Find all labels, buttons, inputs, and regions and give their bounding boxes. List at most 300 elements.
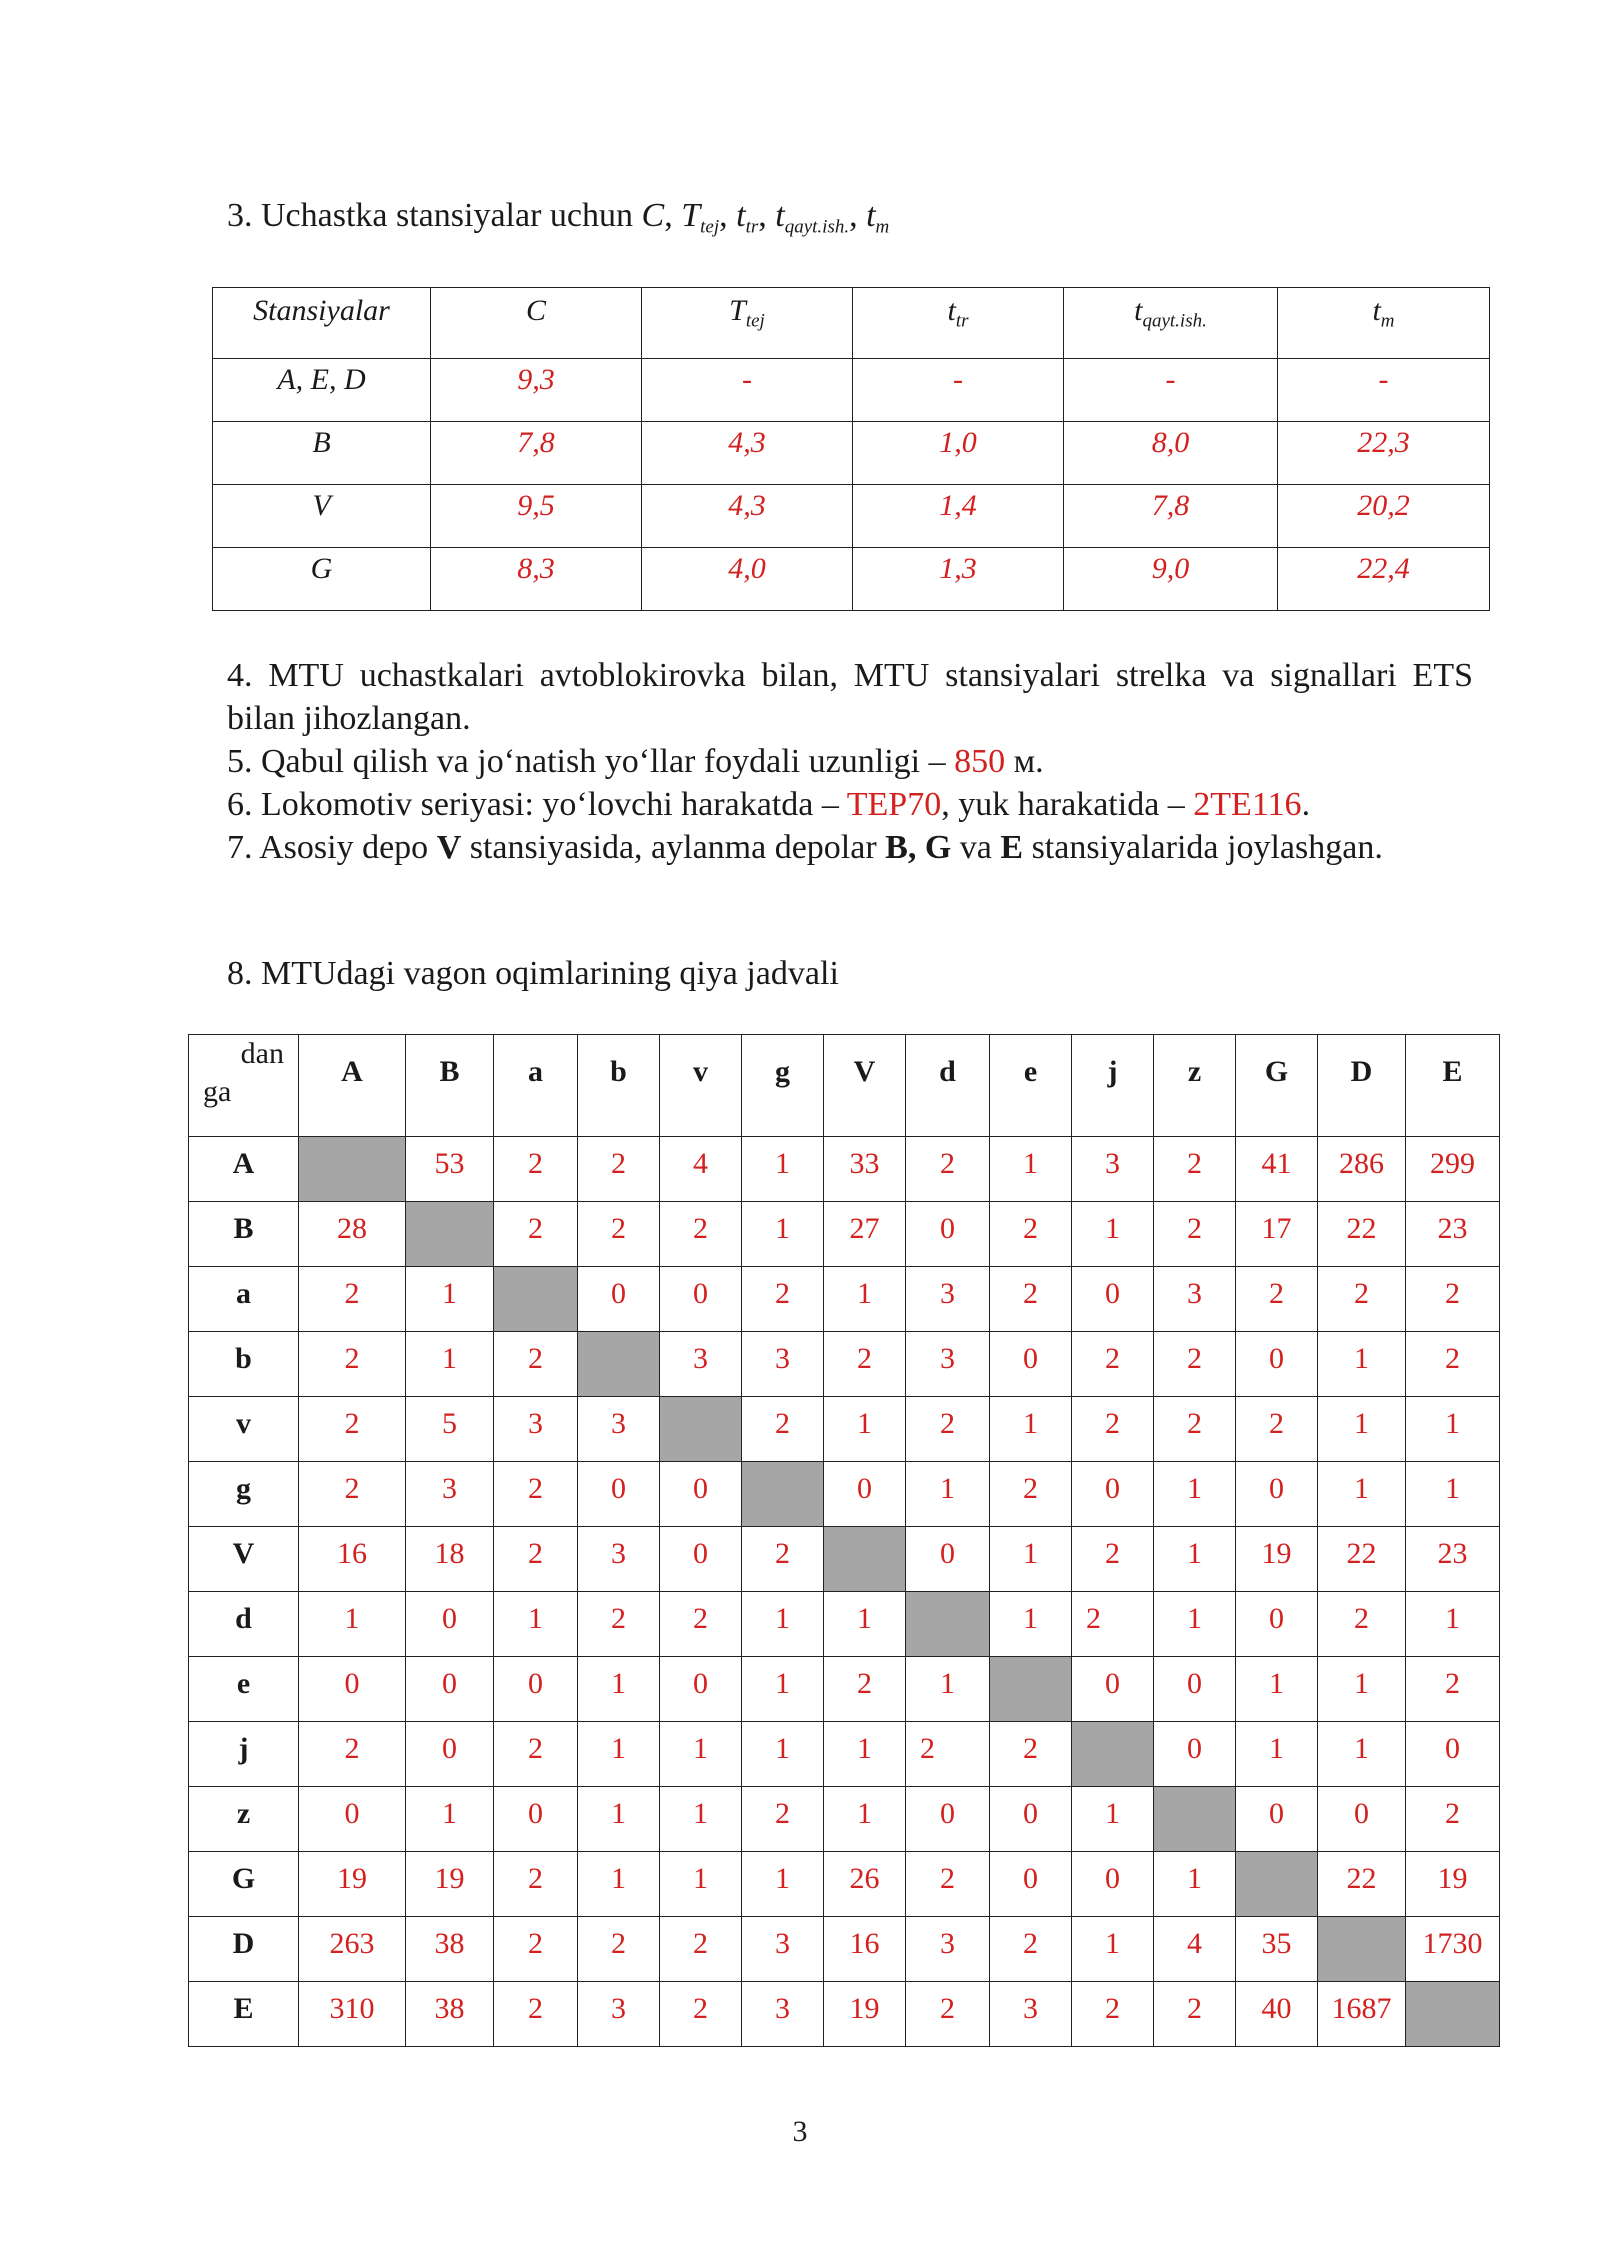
column-header: E (1406, 1035, 1500, 1137)
row-header: E (189, 1982, 299, 2047)
row-header: B (189, 1202, 299, 1267)
flow-value-cell: 5 (406, 1397, 494, 1462)
column-header: b (578, 1035, 660, 1137)
row-header: A (189, 1137, 299, 1202)
wagon-flow-table (188, 1034, 1500, 2047)
station-value-cell: - (1064, 359, 1278, 422)
flow-value-cell: 1 (742, 1137, 824, 1202)
flow-value-cell: 53 (406, 1137, 494, 1202)
flow-value-cell: 19 (824, 1982, 906, 2047)
flow-value-cell: 2 (990, 1267, 1072, 1332)
station-value-cell: - (1278, 359, 1490, 422)
flow-value-cell: 2 (1072, 1527, 1154, 1592)
header-t-tej (642, 288, 853, 359)
flow-value-cell: 2 (494, 1527, 578, 1592)
flow-value-cell: 28 (299, 1202, 406, 1267)
flow-value-cell: 3 (494, 1397, 578, 1462)
symbol-t-tr: t (736, 197, 746, 234)
flow-value-cell: 0 (578, 1267, 660, 1332)
station-value-cell: 22,3 (1278, 422, 1490, 485)
header-symbol: T (729, 294, 746, 327)
note-7-part: 7. Asosiy depo (227, 829, 437, 866)
flow-row (189, 1982, 1500, 2047)
flow-value-cell: 286 (1318, 1137, 1406, 1202)
row-header: b (189, 1332, 299, 1397)
flow-value-cell: 3 (578, 1397, 660, 1462)
flow-value-cell: 26 (824, 1852, 906, 1917)
flow-value-cell: 1 (1406, 1462, 1500, 1527)
flow-value-cell: 2 (1154, 1137, 1236, 1202)
flow-value-cell: 1 (1406, 1397, 1500, 1462)
corner-from-label: dan (240, 1037, 284, 1070)
flow-value-cell: 1 (578, 1787, 660, 1852)
flow-value-cell: 1 (824, 1722, 906, 1787)
row-header: g (189, 1462, 299, 1527)
flow-value-cell: 41 (1236, 1137, 1318, 1202)
flow-value-cell: 2 (299, 1462, 406, 1527)
flow-value-cell: 38 (406, 1982, 494, 2047)
flow-value-cell: 0 (578, 1462, 660, 1527)
flow-row (189, 1787, 1500, 1852)
station-value-cell: 9,3 (431, 359, 642, 422)
flow-value-cell: 23 (1406, 1202, 1500, 1267)
section-8-heading: 8. MTUdagi vagon oqimlarining qiya jadvali (227, 955, 839, 992)
diagonal-cell (1154, 1787, 1236, 1852)
flow-value-cell: 0 (1318, 1787, 1406, 1852)
flow-value-cell: 0 (990, 1787, 1072, 1852)
flow-value-cell: 3 (906, 1332, 990, 1397)
flow-value-cell: 0 (660, 1657, 742, 1722)
flow-value-cell: 2 (660, 1202, 742, 1267)
flow-value-cell: 2 (742, 1787, 824, 1852)
flow-value-cell: 3 (742, 1982, 824, 2047)
subscript-tej: tej (700, 216, 720, 238)
flow-value-cell: 1 (990, 1397, 1072, 1462)
flow-value-cell: 0 (824, 1462, 906, 1527)
flow-value-cell: 3 (990, 1982, 1072, 2047)
flow-value-cell: 2 (824, 1657, 906, 1722)
flow-row (189, 1917, 1500, 1982)
flow-value-cell: 2 (299, 1267, 406, 1332)
column-header: G (1236, 1035, 1318, 1137)
note-6-text: 6. Lokomotiv seriyasi: yo‘lovchi harakatda – (227, 786, 847, 823)
flow-value-cell: 40 (1236, 1982, 1318, 2047)
flow-value-cell: 0 (1236, 1332, 1318, 1397)
flow-value-cell: 2 (660, 1917, 742, 1982)
flow-value-cell: 2 (1072, 1397, 1154, 1462)
flow-value-cell: 2 (1154, 1202, 1236, 1267)
flow-value-cell: 0 (1072, 1462, 1154, 1527)
flow-value-cell: 16 (824, 1917, 906, 1982)
flow-row (189, 1852, 1500, 1917)
flow-value-cell: 0 (299, 1787, 406, 1852)
row-header: D (189, 1917, 299, 1982)
flow-value-cell: 0 (494, 1787, 578, 1852)
flow-value-cell: 2 (1406, 1332, 1500, 1397)
station-name-cell: V (213, 485, 431, 548)
corner-to-label: ga (203, 1075, 232, 1108)
flow-value-cell: 22 (1318, 1852, 1406, 1917)
station-value-cell: 9,5 (431, 485, 642, 548)
station-value-cell: 1,0 (853, 422, 1064, 485)
note-5-text: 5. Qabul qilish va jo‘natish yo‘llar foydali uzunligi – (227, 743, 955, 780)
flow-value-cell: 1 (578, 1722, 660, 1787)
station-value-cell: - (853, 359, 1064, 422)
header-subscript: tr (955, 310, 969, 332)
flow-value-cell: 2 (990, 1722, 1072, 1787)
diagonal-cell (1072, 1722, 1154, 1787)
stations-row (213, 422, 1490, 485)
flow-value-cell: 1 (742, 1592, 824, 1657)
header-stations: Stansiyalar (213, 288, 431, 359)
note-7 (227, 826, 1473, 869)
flow-value-cell: 0 (990, 1332, 1072, 1397)
flow-value-cell: 27 (824, 1202, 906, 1267)
diagonal-cell (990, 1657, 1072, 1722)
flow-value-cell: 2 (742, 1527, 824, 1592)
flow-value-cell: 2 (1072, 1592, 1154, 1657)
flow-value-cell: 33 (824, 1137, 906, 1202)
note-5 (227, 740, 1473, 783)
subscript-qayt: qayt.ish. (784, 216, 850, 238)
column-header: g (742, 1035, 824, 1137)
flow-value-cell: 2 (906, 1397, 990, 1462)
flow-value-cell: 310 (299, 1982, 406, 2047)
header-symbol: t (947, 294, 956, 327)
flow-value-cell: 1 (990, 1592, 1072, 1657)
flow-value-cell: 1 (1154, 1592, 1236, 1657)
flow-value-cell: 0 (406, 1722, 494, 1787)
stations-body (213, 359, 1490, 611)
flow-value-cell: 2 (660, 1982, 742, 2047)
flow-value-cell: 0 (990, 1852, 1072, 1917)
flow-value-cell: 1 (406, 1267, 494, 1332)
flow-value-cell: 1 (494, 1592, 578, 1657)
flow-value-cell: 1 (578, 1657, 660, 1722)
flow-value-cell: 3 (1154, 1267, 1236, 1332)
flow-value-cell: 3 (578, 1527, 660, 1592)
flow-value-cell: 3 (660, 1332, 742, 1397)
page-number: 3 (792, 2115, 808, 2148)
diagonal-cell (742, 1462, 824, 1527)
flow-value-cell: 19 (1236, 1527, 1318, 1592)
flow-value-cell: 1 (1236, 1657, 1318, 1722)
flow-value-cell: 2 (1072, 1332, 1154, 1397)
header-subscript: tej (745, 310, 765, 332)
flow-value-cell: 18 (406, 1527, 494, 1592)
row-header: z (189, 1787, 299, 1852)
flow-value-cell: 2 (1318, 1267, 1406, 1332)
separator: , (664, 197, 682, 234)
flow-value-cell: 22 (1318, 1202, 1406, 1267)
column-header: j (1072, 1035, 1154, 1137)
flow-value-cell: 0 (660, 1462, 742, 1527)
flow-value-cell: 2 (990, 1917, 1072, 1982)
column-header: d (906, 1035, 990, 1137)
flow-value-cell: 3 (578, 1982, 660, 2047)
row-header: j (189, 1722, 299, 1787)
flow-row (189, 1592, 1500, 1657)
notes-block (227, 654, 1473, 869)
diagonal-cell (1318, 1917, 1406, 1982)
symbol-t-m: t (866, 197, 876, 234)
flow-value-cell: 1 (1072, 1917, 1154, 1982)
flow-value-cell: 1 (824, 1787, 906, 1852)
flow-value-cell: 263 (299, 1917, 406, 1982)
station-value-cell: 22,4 (1278, 548, 1490, 611)
row-header: d (189, 1592, 299, 1657)
header-t-qayt (1064, 288, 1278, 359)
flow-value-cell: 2 (1318, 1592, 1406, 1657)
flow-value-cell: 2 (494, 1852, 578, 1917)
flow-row (189, 1722, 1500, 1787)
flow-value-cell: 2 (1154, 1397, 1236, 1462)
flow-value-cell: 0 (406, 1592, 494, 1657)
row-header: a (189, 1267, 299, 1332)
flow-value-cell: 1 (1236, 1722, 1318, 1787)
main-depot-station: V (436, 829, 462, 866)
station-value-cell: 4,3 (642, 485, 853, 548)
flow-body (189, 1137, 1500, 2047)
column-header: e (990, 1035, 1072, 1137)
flow-value-cell: 2 (494, 1137, 578, 1202)
flow-value-cell: 0 (1406, 1722, 1500, 1787)
flow-value-cell: 2 (1406, 1267, 1500, 1332)
row-header: V (189, 1527, 299, 1592)
flow-value-cell: 1 (990, 1137, 1072, 1202)
note-6-end: . (1301, 786, 1311, 823)
flow-value-cell: 2 (494, 1462, 578, 1527)
flow-value-cell: 0 (660, 1267, 742, 1332)
flow-value-cell: 1 (742, 1722, 824, 1787)
flow-value-cell: 2 (824, 1332, 906, 1397)
symbol-t-tej: T (681, 197, 701, 234)
station-value-cell: 9,0 (1064, 548, 1278, 611)
diagonal-cell (1406, 1982, 1500, 2047)
flow-value-cell: 0 (406, 1657, 494, 1722)
note-7-part: va (951, 829, 1001, 866)
passenger-locomotive: TEP70 (846, 786, 942, 823)
flow-value-cell: 2 (906, 1852, 990, 1917)
track-length-value: 850 (954, 743, 1006, 780)
flow-value-cell: 2 (299, 1332, 406, 1397)
corner-cell (189, 1035, 299, 1137)
flow-value-cell: 2 (299, 1722, 406, 1787)
flow-value-cell: 35 (1236, 1917, 1318, 1982)
diagonal-cell (660, 1397, 742, 1462)
flow-value-cell: 1 (1154, 1527, 1236, 1592)
column-header: B (406, 1035, 494, 1137)
flow-value-cell: 1 (1318, 1397, 1406, 1462)
flow-header-row (189, 1035, 1500, 1137)
header-c: C (431, 288, 642, 359)
turnaround-depot-stations: B, G (885, 829, 952, 866)
flow-value-cell: 2 (494, 1332, 578, 1397)
flow-value-cell: 2 (1072, 1982, 1154, 2047)
flow-value-cell: 1 (406, 1787, 494, 1852)
header-t-m (1278, 288, 1490, 359)
flow-value-cell: 0 (1072, 1852, 1154, 1917)
flow-value-cell: 2 (1236, 1267, 1318, 1332)
station-value-cell: 7,8 (1064, 485, 1278, 548)
flow-value-cell: 2 (906, 1137, 990, 1202)
flow-value-cell: 1 (1072, 1787, 1154, 1852)
flow-value-cell: 2 (578, 1202, 660, 1267)
column-header: A (299, 1035, 406, 1137)
stations-row (213, 485, 1490, 548)
flow-value-cell: 2 (660, 1592, 742, 1657)
flow-value-cell: 3 (742, 1917, 824, 1982)
track-length-unit: м. (1005, 743, 1044, 780)
flow-value-cell: 1 (824, 1592, 906, 1657)
column-header: z (1154, 1035, 1236, 1137)
column-header: V (824, 1035, 906, 1137)
column-header: D (1318, 1035, 1406, 1137)
flow-value-cell: 1 (660, 1722, 742, 1787)
station-value-cell: 1,3 (853, 548, 1064, 611)
flow-row (189, 1202, 1500, 1267)
flow-row (189, 1137, 1500, 1202)
flow-value-cell: 4 (660, 1137, 742, 1202)
stations-row (213, 548, 1490, 611)
row-header: v (189, 1397, 299, 1462)
stations-table (212, 287, 1490, 611)
flow-value-cell: 1 (1154, 1462, 1236, 1527)
flow-value-cell: 4 (1154, 1917, 1236, 1982)
diagonal-cell (578, 1332, 660, 1397)
stations-header-row (213, 288, 1490, 359)
flow-value-cell: 1687 (1318, 1982, 1406, 2047)
flow-value-cell: 19 (406, 1852, 494, 1917)
station-value-cell: 8,0 (1064, 422, 1278, 485)
turnaround-depot-station-e: E (1000, 829, 1024, 866)
header-symbol: t (1134, 294, 1143, 327)
flow-value-cell: 19 (1406, 1852, 1500, 1917)
note-4: 4. MTU uchastkalari avtoblokirovka bilan, MTU stansiyalari strelka va signallari ETS bilan jihozlangan. (227, 657, 1473, 737)
flow-value-cell: 2 (299, 1397, 406, 1462)
flow-value-cell: 2 (494, 1917, 578, 1982)
flow-value-cell: 3 (742, 1332, 824, 1397)
column-header: v (660, 1035, 742, 1137)
station-name-cell: A, E, D (213, 359, 431, 422)
flow-value-cell: 0 (494, 1657, 578, 1722)
flow-value-cell: 2 (1154, 1982, 1236, 2047)
flow-value-cell: 2 (1236, 1397, 1318, 1462)
flow-value-cell: 1 (660, 1787, 742, 1852)
station-value-cell: 7,8 (431, 422, 642, 485)
flow-value-cell: 2 (990, 1462, 1072, 1527)
flow-value-cell: 2 (742, 1267, 824, 1332)
flow-row (189, 1527, 1500, 1592)
flow-value-cell: 2 (494, 1722, 578, 1787)
station-name-cell: B (213, 422, 431, 485)
separator: , (849, 197, 867, 234)
flow-value-cell: 1 (1072, 1202, 1154, 1267)
flow-value-cell: 38 (406, 1917, 494, 1982)
flow-value-cell: 1 (1318, 1462, 1406, 1527)
flow-value-cell: 1730 (1406, 1917, 1500, 1982)
flow-value-cell: 2 (906, 1982, 990, 2047)
note-6 (227, 783, 1473, 826)
flow-value-cell: 2 (990, 1202, 1072, 1267)
flow-value-cell: 1 (742, 1657, 824, 1722)
station-value-cell: - (642, 359, 853, 422)
row-header: G (189, 1852, 299, 1917)
column-header: a (494, 1035, 578, 1137)
header-symbol: t (1372, 294, 1381, 327)
separator: , (758, 197, 776, 234)
flow-value-cell: 2 (1406, 1657, 1500, 1722)
station-name-cell: G (213, 548, 431, 611)
row-header: e (189, 1657, 299, 1722)
flow-value-cell: 1 (1318, 1722, 1406, 1787)
diagonal-cell (1236, 1852, 1318, 1917)
diagonal-cell (299, 1137, 406, 1202)
flow-value-cell: 1 (742, 1852, 824, 1917)
flow-value-cell: 2 (578, 1592, 660, 1657)
flow-value-cell: 22 (1318, 1527, 1406, 1592)
flow-value-cell: 19 (299, 1852, 406, 1917)
flow-value-cell: 3 (906, 1917, 990, 1982)
flow-value-cell: 16 (299, 1527, 406, 1592)
flow-value-cell: 1 (990, 1527, 1072, 1592)
subscript-tr: tr (745, 216, 759, 238)
flow-value-cell: 2 (906, 1722, 990, 1787)
flow-value-cell: 0 (1236, 1462, 1318, 1527)
note-7-part: stansiyalarida joylashgan. (1023, 829, 1383, 866)
flow-value-cell: 1 (1318, 1332, 1406, 1397)
note-6-mid: , yuk harakatida – (941, 786, 1194, 823)
flow-value-cell: 0 (1154, 1657, 1236, 1722)
symbol-c: C (641, 197, 665, 234)
flow-row (189, 1397, 1500, 1462)
header-t-tr (853, 288, 1064, 359)
diagonal-cell (406, 1202, 494, 1267)
note-7-part: stansiyasida, aylanma depolar (461, 829, 886, 866)
flow-value-cell: 2 (1406, 1787, 1500, 1852)
flow-value-cell: 3 (406, 1462, 494, 1527)
station-value-cell: 4,0 (642, 548, 853, 611)
flow-value-cell: 0 (660, 1527, 742, 1592)
section-3-heading (227, 197, 889, 239)
station-value-cell: 20,2 (1278, 485, 1490, 548)
stations-row (213, 359, 1490, 422)
diagonal-cell (494, 1267, 578, 1332)
flow-value-cell: 0 (906, 1787, 990, 1852)
flow-value-cell: 1 (1154, 1852, 1236, 1917)
flow-value-cell: 0 (1154, 1722, 1236, 1787)
header-subscript: m (1380, 310, 1395, 332)
diagonal-cell (824, 1527, 906, 1592)
flow-value-cell: 1 (824, 1397, 906, 1462)
freight-locomotive: 2TE116 (1193, 786, 1302, 823)
flow-value-cell: 17 (1236, 1202, 1318, 1267)
flow-value-cell: 0 (906, 1202, 990, 1267)
flow-value-cell: 0 (299, 1657, 406, 1722)
flow-value-cell: 2 (578, 1137, 660, 1202)
flow-value-cell: 1 (824, 1267, 906, 1332)
flow-value-cell: 23 (1406, 1527, 1500, 1592)
flow-row (189, 1332, 1500, 1397)
flow-value-cell: 2 (1154, 1332, 1236, 1397)
flow-value-cell: 1 (299, 1592, 406, 1657)
station-value-cell: 8,3 (431, 548, 642, 611)
flow-row (189, 1657, 1500, 1722)
flow-value-cell: 2 (578, 1917, 660, 1982)
flow-value-cell: 3 (1072, 1137, 1154, 1202)
flow-value-cell: 1 (1318, 1657, 1406, 1722)
separator: , (719, 197, 737, 234)
